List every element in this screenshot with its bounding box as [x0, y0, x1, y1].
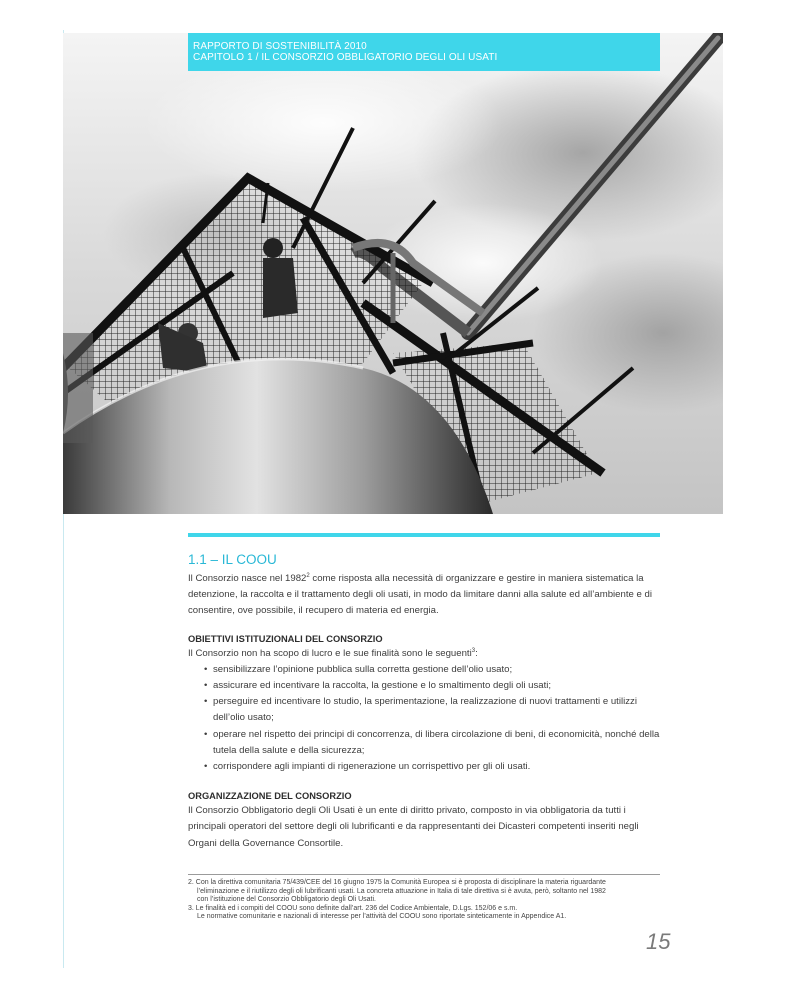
objectives-lead-text: Il Consorzio non ha scopo di lucro e le sue finalità sono le seguenti	[188, 647, 472, 659]
chapter-title: CAPITOLO 1 / IL CONSORZIO OBBLIGATORIO DEGLI OLI USATI	[193, 52, 498, 63]
objectives-list	[206, 662, 660, 775]
intro-text-start: Il Consorzio nasce nel 1982	[188, 573, 307, 584]
organization-heading: ORGANIZZAZIONE DEL CONSORZIO	[188, 791, 352, 802]
chapter-header-band	[188, 33, 660, 71]
section-divider	[188, 533, 660, 537]
footnote-ref-2: 2	[306, 573, 310, 579]
footnote-2	[188, 879, 668, 905]
list-item: • sensibilizzare l’opinione pubblica sulla corretta gestione dell’olio usato;	[206, 662, 660, 678]
organization-paragraph: Il Consorzio Obbligatorio degli Oli Usati è un ente di diritto privato, composto in via obbligatoria da tutti i principali operatori del settore degli oli lubrificanti e da rappresentanti dei Dicasteri competenti inseriti negli Organi della Governance Consortile.	[188, 805, 639, 849]
objectives-lead	[188, 646, 660, 662]
list-item: • operare nel rispetto dei principi di concorrenza, di libera circolazione di beni, di economicità, nonché della tutela della salute e della sicurezza;	[206, 727, 660, 759]
footnote-ref-3: 3	[471, 647, 476, 654]
main-content	[188, 551, 660, 852]
objectives-lead-colon: :	[475, 647, 478, 659]
cover-photo	[63, 33, 723, 514]
list-item: • corrispondere agli impianti di rigenerazione un corrispettivo per gli oli usati.	[206, 759, 660, 775]
footnotes	[188, 879, 668, 922]
list-item: • perseguire ed incentivare lo studio, la sperimentazione, la realizzazione di nuovi trattamenti e utilizzi dell’olio usato;	[206, 694, 660, 726]
footnote-divider	[188, 874, 660, 875]
objectives-heading: OBIETTIVI ISTITUZIONALI DEL CONSORZIO	[188, 633, 383, 644]
industrial-structure-image	[63, 33, 723, 514]
footnote-3	[188, 905, 668, 922]
footnote-3-line-1: 3. Le finalità ed i compiti del COOU sono definite dall’art. 236 del Codice Ambientale, D.Lgs. 152/06 e s.m.	[188, 904, 518, 912]
page-number: 15	[646, 929, 671, 954]
section-title: 1.1 – IL COOU	[188, 552, 277, 567]
footnote-3-line-2: Le normative comunitarie e nazionali di interesse per l’attività del COOU sono riportate sinteticamente in Appendice A1.	[197, 913, 567, 921]
list-item: • assicurare ed incentivare la raccolta, la gestione e lo smaltimento degli oli usati;	[206, 678, 660, 694]
report-title: RAPPORTO DI SOSTENIBILITÀ 2010	[193, 41, 367, 52]
intro-paragraph	[188, 571, 660, 620]
footnote-2-line-1: 2. Con la direttiva comunitaria 75/439/CEE del 16 giugno 1975 la Comunità Europea si è proposta di disciplinare la materia riguardante	[188, 879, 606, 886]
footnote-2-line-2: l’eliminazione e il riutilizzo degli oli lubrificanti usati. La concreta attuazione in Italia di tale direttiva si è avuta, però, soltanto nel 1982	[197, 887, 606, 895]
footnote-2-line-3: con l’istituzione del Consorzio Obbligatorio degli Oli Usati.	[197, 896, 376, 904]
intro-text-end: come risposta alla necessità di organizzare e gestire in maniera sistematica la detenzione, la raccolta e il trattamento degli oli usati, in modo da limitare danni alla salute ed all’ambiente e di consentire, ove possibile, il recupero di materia ed energia.	[188, 573, 652, 617]
